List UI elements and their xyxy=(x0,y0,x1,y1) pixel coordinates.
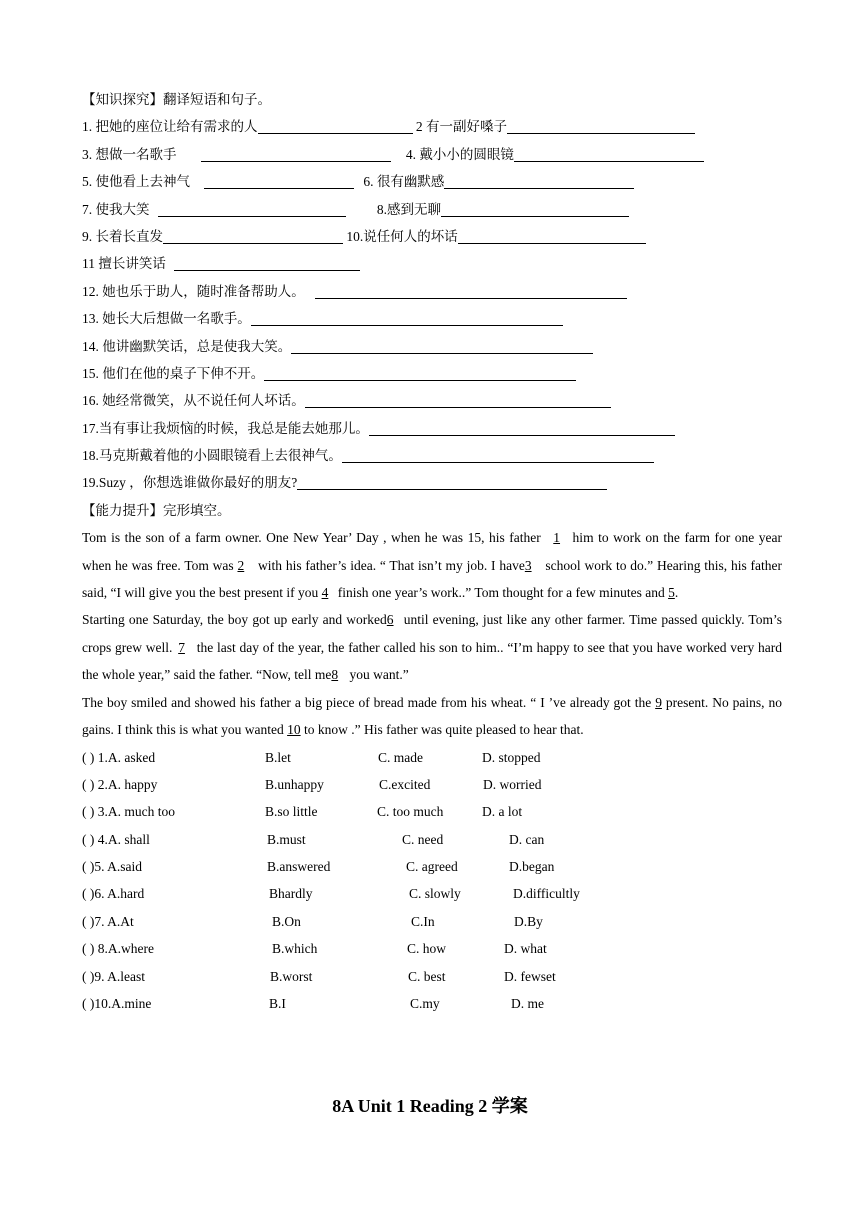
answer-blank[interactable] xyxy=(507,117,695,134)
answer-blank[interactable] xyxy=(342,446,654,463)
option-b: B.On xyxy=(272,913,301,929)
passage-text: to know .” His father was quite pleased to hear that. xyxy=(300,722,584,738)
option-c: C.my xyxy=(410,996,440,1012)
cloze-blank-1: 1 xyxy=(553,530,561,546)
cloze-blank-5: 5 xyxy=(668,585,675,601)
passage-text: finish one year’s work..” Tom thought for a few minutes and xyxy=(334,585,669,601)
question-option-a: ( )9. A.least xyxy=(82,968,145,984)
option-d: D. fewset xyxy=(504,968,556,984)
question-option-a: ( )5. A.said xyxy=(82,859,142,875)
option-c: C. agreed xyxy=(406,859,458,875)
phrase-row xyxy=(82,196,782,223)
phrase-prompt: 11 擅长讲笑话 xyxy=(82,256,166,272)
answer-blank[interactable] xyxy=(458,227,646,244)
phrase-prompt: 4. 戴小小的圆眼镜 xyxy=(405,146,514,162)
question-row xyxy=(82,880,782,907)
question-option-a: ( ) 4.A. shall xyxy=(82,831,150,847)
question-row xyxy=(82,935,782,962)
option-b: B.worst xyxy=(270,968,313,984)
passage-paragraph xyxy=(82,524,782,606)
passage-paragraph xyxy=(82,606,782,688)
option-d: D.By xyxy=(514,913,543,929)
passage-text: you want.” xyxy=(346,667,409,683)
sentence-row xyxy=(82,469,782,496)
answer-blank[interactable] xyxy=(251,309,563,326)
question-row xyxy=(82,798,782,825)
sentence-prompt: 17.当有事让我烦恼的时候，我总是能去她那儿。 xyxy=(82,420,369,436)
sentence-prompt: 16. 她经常微笑，从不说任何人坏话。 xyxy=(82,393,305,409)
option-d: D. can xyxy=(509,831,545,847)
option-d: D.began xyxy=(509,859,555,875)
question-row xyxy=(82,908,782,935)
cloze-blank-3: 3 xyxy=(524,557,532,573)
passage-text: the last day of the year, the father called his son to him.. “I’m happy to see that you have worked very hard the whole year,” said the father. “Now, tell me xyxy=(82,639,782,683)
passage-text: present. No pains, no gains. I think this is what you wanted xyxy=(82,694,782,738)
question-row xyxy=(82,990,782,1017)
question-option-a: ( ) 2.A. happy xyxy=(82,776,158,792)
answer-blank[interactable] xyxy=(444,172,634,189)
phrase-row xyxy=(82,168,782,195)
question-option-a: ( )10.A.mine xyxy=(82,996,152,1012)
option-b: B.must xyxy=(267,831,306,847)
footer-title: 8A Unit 1 Reading 2 学案 xyxy=(332,1096,528,1116)
answer-blank[interactable] xyxy=(264,364,576,381)
option-d: D.difficultly xyxy=(513,886,580,902)
phrase-prompt: 8.感到无聊 xyxy=(376,201,441,217)
sentence-prompt: 15. 他们在他的桌子下伸不开。 xyxy=(82,365,265,381)
option-c: C.In xyxy=(411,913,435,929)
section-heading-knowledge: 【知识探究】翻译短语和句子。 xyxy=(82,92,271,107)
sentence-row xyxy=(82,442,782,469)
answer-blank[interactable] xyxy=(441,200,629,217)
question-row xyxy=(82,963,782,990)
phrase-prompt: 5. 使他看上去神气 xyxy=(82,174,190,190)
question-row xyxy=(82,853,782,880)
answer-blank[interactable] xyxy=(369,419,675,436)
sentence-prompt: 14. 他讲幽默笑话，总是使我大笑。 xyxy=(82,338,292,354)
option-d: D. a lot xyxy=(482,804,523,820)
cloze-blank-2: 2 xyxy=(237,557,245,573)
phrase-prompt: 2 有一副好嗓子 xyxy=(415,119,507,135)
option-b: B.I xyxy=(269,996,286,1012)
phrase-prompt: 6. 很有幽默感 xyxy=(363,174,445,190)
question-option-a: ( )7. A.At xyxy=(82,913,134,929)
sentence-row xyxy=(82,305,782,332)
option-b: B.so little xyxy=(265,804,318,820)
answer-blank[interactable] xyxy=(158,200,346,217)
option-d: D. worried xyxy=(483,776,542,792)
passage-text: . xyxy=(674,585,679,601)
worksheet-page xyxy=(82,86,782,1017)
passage-text: Tom is the son of a farm owner. One New Year’ Day , when he was 15, his father xyxy=(82,530,546,546)
phrase-prompt: 9. 长着长直发 xyxy=(82,228,163,244)
option-d: D. what xyxy=(504,941,547,957)
option-b: B.which xyxy=(272,941,318,957)
cloze-blank-10: 10 xyxy=(287,722,301,738)
passage-text: until evening, just like any other farmer. Time passed quickly. Tom’s crops grew well. xyxy=(82,612,782,655)
option-d: D. me xyxy=(511,996,544,1012)
option-b: B.answered xyxy=(267,859,331,875)
cloze-blank-4: 4 xyxy=(321,585,329,601)
option-c: C. made xyxy=(378,749,423,765)
option-d: D. stopped xyxy=(482,749,541,765)
option-c: C.excited xyxy=(379,776,431,792)
option-c: C. too much xyxy=(377,804,444,820)
phrase-row xyxy=(82,113,782,140)
answer-blank[interactable] xyxy=(258,117,413,134)
passage-text: him to work on the farm for one year when he was free. Tom was xyxy=(82,530,782,573)
sentence-row xyxy=(82,387,782,414)
option-b: B.let xyxy=(265,749,291,765)
option-c: C. how xyxy=(407,941,447,957)
answer-blank[interactable] xyxy=(297,473,607,490)
answer-blank[interactable] xyxy=(305,391,611,408)
cloze-blank-6: 6 xyxy=(386,612,394,628)
question-row xyxy=(82,771,782,798)
options-list xyxy=(82,744,782,1018)
sentence-prompt: 19.Suzy ，你想选谁做你最好的朋友? xyxy=(82,475,298,491)
answer-blank[interactable] xyxy=(201,145,391,162)
phrase-row xyxy=(82,250,782,277)
option-c: C. slowly xyxy=(409,886,461,902)
answer-blank[interactable] xyxy=(291,337,593,354)
answer-blank[interactable] xyxy=(174,254,360,271)
sentence-row xyxy=(82,360,782,387)
question-option-a: ( ) 1.A. asked xyxy=(82,749,156,765)
sentence-prompt: 13. 她长大后想做一名歌手。 xyxy=(82,311,251,327)
cloze-blank-9: 9 xyxy=(655,694,662,710)
phrase-prompt: 3. 想做一名歌手 xyxy=(82,146,177,162)
passage-text: with his father’s idea. “ That isn’t my job. I have xyxy=(254,557,525,573)
passage-paragraph xyxy=(82,689,782,744)
answer-blank[interactable] xyxy=(163,227,343,244)
phrase-row xyxy=(82,141,782,168)
question-option-a: ( ) 8.A.where xyxy=(82,941,154,957)
cloze-blank-8: 8 xyxy=(331,667,339,683)
answer-blank[interactable] xyxy=(514,145,704,162)
option-c: C. need xyxy=(402,831,444,847)
phrase-prompt: 1. 把她的座位让给有需求的人 xyxy=(82,119,258,135)
question-option-a: ( )6. A.hard xyxy=(82,886,145,902)
sentence-prompt: 12. 她也乐于助人，随时准备帮助人。 xyxy=(82,283,305,299)
question-option-a: ( ) 3.A. much too xyxy=(82,804,175,820)
phrase-prompt: 10.说任何人的坏话 xyxy=(346,228,458,244)
cloze-blank-7: 7 xyxy=(178,639,185,655)
section-heading-ability: 【能力提升】完形填空。 xyxy=(82,502,231,518)
passage-text: school work to do.” Hearing this, his father said, “I will give you the best present if you xyxy=(82,557,782,601)
option-b: B.unhappy xyxy=(265,776,324,792)
question-row xyxy=(82,744,782,771)
answer-blank[interactable] xyxy=(315,282,627,299)
cloze-passage xyxy=(82,524,782,743)
passage-text: The boy smiled and showed his father a big piece of bread made from his wheat. “ I ’ve already got the xyxy=(82,694,656,710)
sentence-prompt: 18.马克斯戴着他的小圆眼镜看上去很神气。 xyxy=(82,448,342,464)
phrase-prompt: 7. 使我大笑 xyxy=(82,201,150,217)
phrase-row xyxy=(82,223,782,250)
sentence-row xyxy=(82,278,782,305)
question-row xyxy=(82,826,782,853)
option-c: C. best xyxy=(408,968,446,984)
passage-text: Starting one Saturday, the boy got up early and worked xyxy=(82,612,387,628)
sentence-row xyxy=(82,415,782,442)
sentence-row xyxy=(82,333,782,360)
option-b: Bhardly xyxy=(269,886,313,902)
answer-blank[interactable] xyxy=(204,172,354,189)
